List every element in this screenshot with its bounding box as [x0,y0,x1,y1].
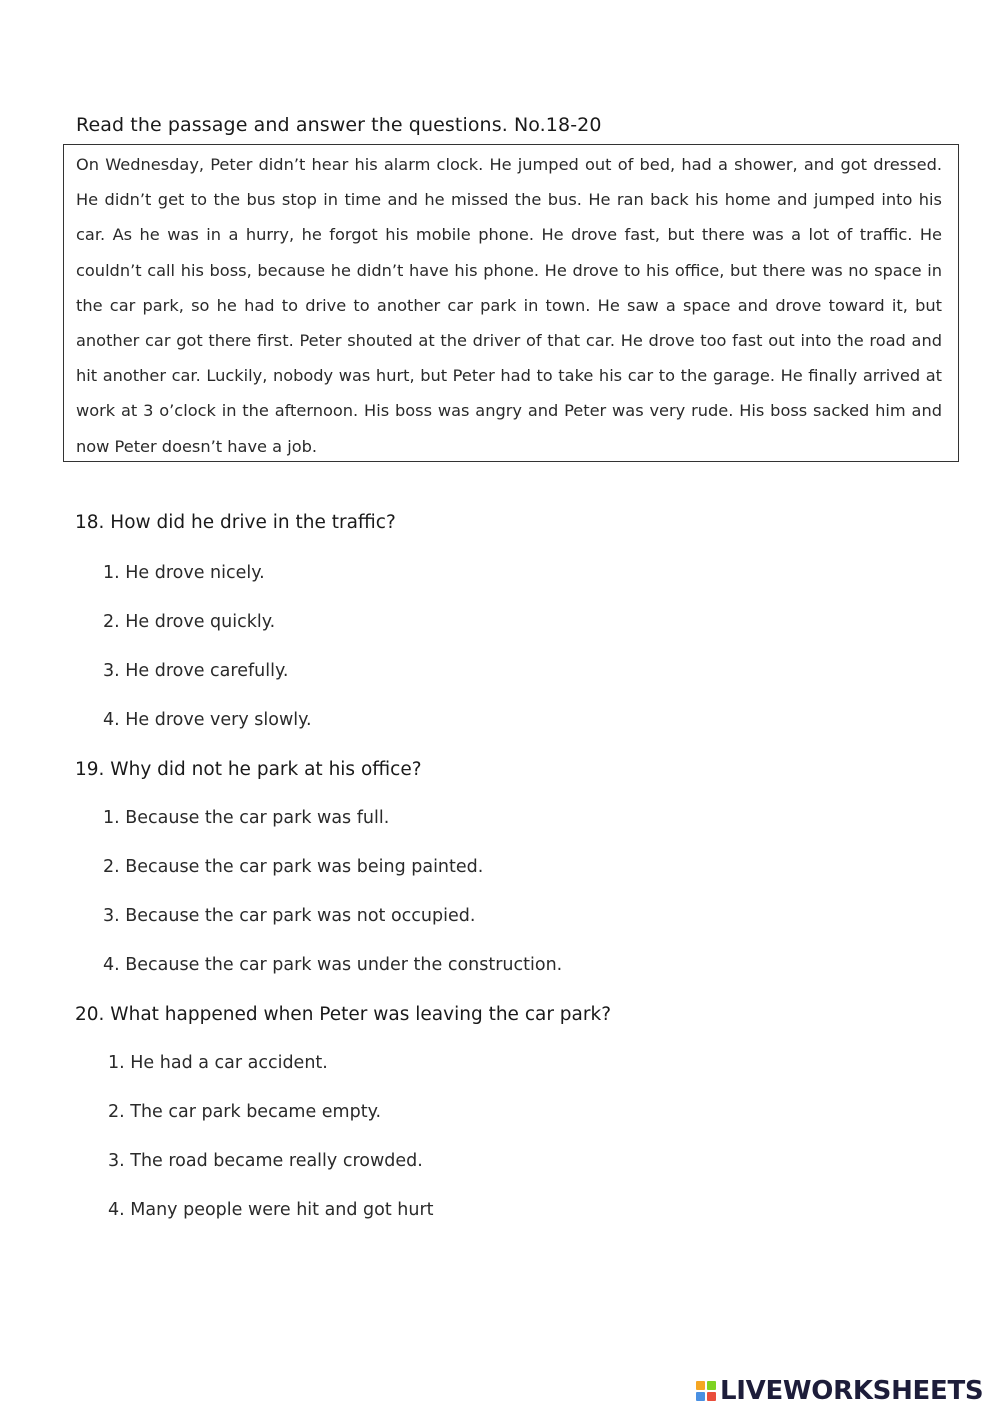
q18-option-1: 1. He drove nicely. [103,563,265,583]
logo-square-4 [707,1392,716,1401]
instruction-heading: Read the passage and answer the questions. No.18-20 [76,114,602,136]
q19-option-4: 4. Because the car park was under the construction. [103,955,563,975]
passage-box [63,144,959,462]
logo-square-1 [696,1381,705,1390]
q20-option-3: 3. The road became really crowded. [108,1151,423,1171]
q19-option-1: 1. Because the car park was full. [103,808,390,828]
logo-mark-icon [696,1381,716,1401]
q19-option-2: 2. Because the car park was being painted. [103,857,484,877]
question-18: 18. How did he drive in the traffic? [75,512,396,533]
logo-text: LIVEWORKSHEETS [720,1376,984,1406]
q20-option-4: 4. Many people were hit and got hurt [108,1200,434,1220]
q18-option-4: 4. He drove very slowly. [103,710,312,730]
reading-passage: On Wednesday, Peter didn’t hear his alarm clock. He jumped out of bed, had a shower, and got dressed. He didn’t get to the bus stop in time and he missed the bus. He ran back his home and jumped into his car. As he was in a hurry, he forgot his mobile phone. He drove fast, but there was a lot of traffic. He couldn’t call his boss, because he didn’t have his phone. He drove to his office, but there was no space in the car park, so he had to drive to another car park in town. He saw a space and drove toward it, but another car got there first. Peter shouted at the driver of that car. He drove too fast out into the road and hit another car. Luckily, nobody was hurt, but Peter had to take his car to the garage. He finally arrived at work at 3 o’clock in the afternoon. His boss was angry and Peter was very rude. His boss sacked him and now Peter doesn’t have a job. [76,155,942,456]
question-19: 19. Why did not he park at his office? [75,759,422,780]
question-20: 20. What happened when Peter was leaving the car park? [75,1004,612,1025]
q18-option-2: 2. He drove quickly. [103,612,276,632]
liveworksheets-logo [696,1376,983,1406]
q19-option-3: 3. Because the car park was not occupied. [103,906,476,926]
logo-square-3 [696,1392,705,1401]
q20-option-1: 1. He had a car accident. [108,1053,328,1073]
logo-square-2 [707,1381,716,1390]
q18-option-3: 3. He drove carefully. [103,661,289,681]
q20-option-2: 2. The car park became empty. [108,1102,382,1122]
